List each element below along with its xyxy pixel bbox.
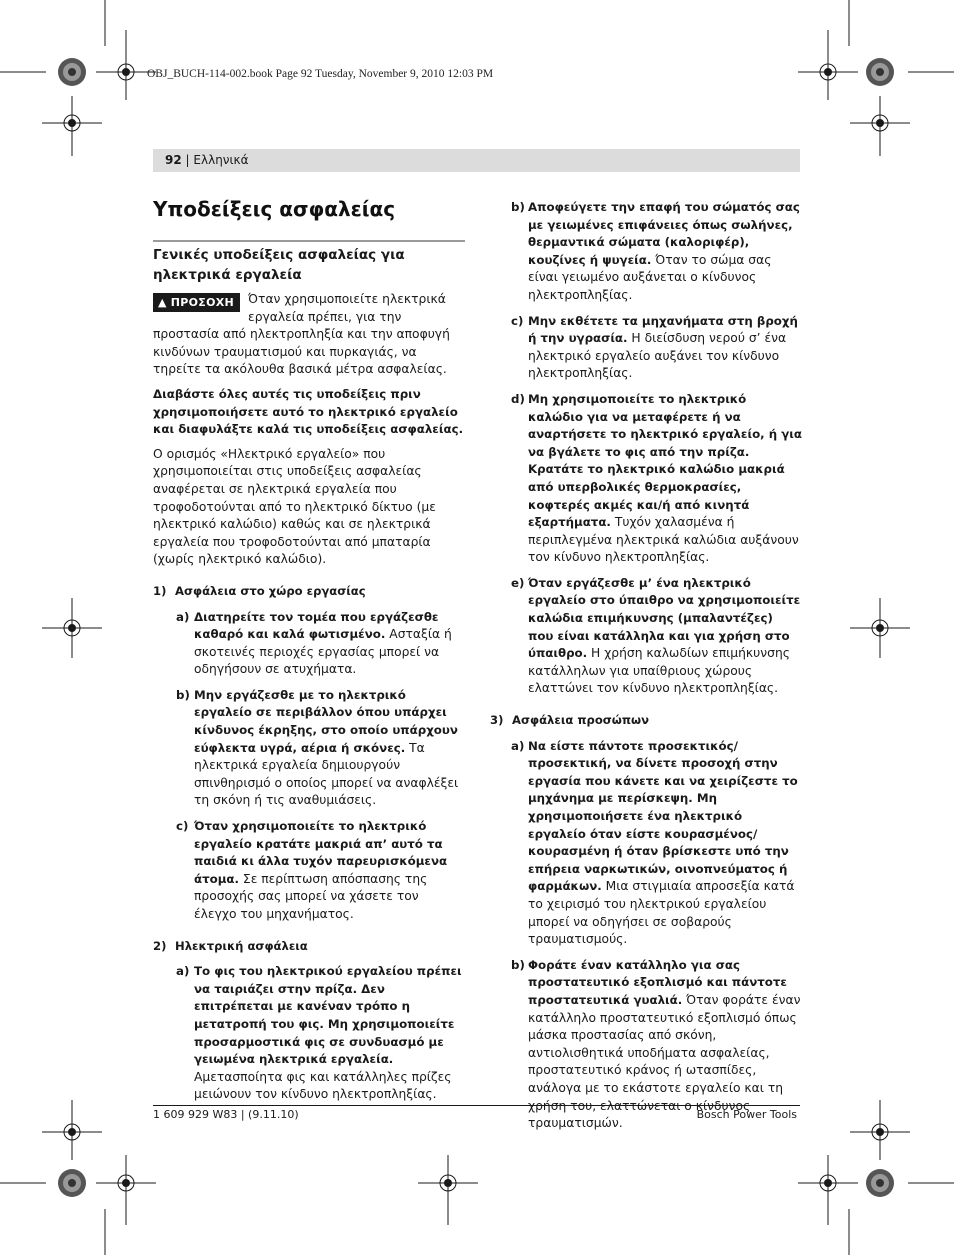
item-label: a) [176,609,190,624]
item-text: Σε περίπτωση απόσπασης της προσοχής σας μπορεί να χάσετε τον έλεγχο του μηχανήματος. [194,871,428,921]
warning-icon: ▲ [158,296,167,309]
section-1-heading [153,583,465,601]
section-1-title: Ασφάλεια στο χώρο εργασίας [175,583,366,598]
section-3-title: Ασφάλεια προσώπων [512,713,650,728]
item-bold: Όταν εργάζεσθε μ’ ένα ηλεκτρικό εργαλείο στο ύπαιθρο να χρησιμοποιείτε καλώδια επιμήκυνσης (μπαλαντέζες) που είναι κατάλληλα και για χρήση στο ύπαιθρο. [528,575,801,661]
item-label: a) [176,964,190,979]
right-column [490,199,802,1141]
item-text: Όταν φοράτε έναν κατάλληλο προστατευτικό εξοπλισμό όπως μάσκα προστασίας από σκόνη, αντιολισθητικά υποδήματα ασφαλείας, προστατευτικό κράνος ή ωτασπίδες, ανάλογα με το εκάστοτε εργαλείο και τη χρήση του, ελαττώνεται ο κίνδυνος τραυματισμών. [528,992,801,1131]
item-label: e) [511,575,525,590]
item-2d [490,391,802,567]
item-text: Η χρήση καλωδίων επιμήκυνσης κατάλληλων για υπαίθριους χώρους ελαττώνει τον κίνδυνο ηλεκτροπληξίας. [528,646,790,696]
item-3a [490,738,802,949]
item-2e [490,575,802,698]
item-text: Τα ηλεκτρικά εργαλεία δημιουργούν σπινθηρισμό ο οποίος μπορεί να αναφλέξει τη σκόνη ή τις αναθυμιάσεις. [194,740,459,808]
item-bold: Μην εργάζεσθε με το ηλεκτρικό εργαλείο σε περιβάλλον όπου υπάρχει κίνδυνος έκρηξης, στο οποίο υπάρχουν εύφλεκτα υγρά, αέρια ή σκόνες. [194,687,458,755]
item-bold: Μην εκθέτετε τα μηχανήματα στη βροχή ή την υγρασία. [528,313,798,346]
left-column [153,240,465,1112]
warning-badge [153,293,240,312]
warning-text: Όταν χρησιμοποιείτε ηλεκτρικά εργαλεία πρέπει, για την προστασία από ηλεκτροπληξία και την αποφυγή κινδύνων τραυματισμού και πυρκαγιάς, να τηρείτε τα ακόλουθα βασικά μέτρα ασφαλείας. [153,292,450,377]
section-3-heading [490,712,802,730]
section-subheading: Γενικές υποδείξεις ασφαλείας για ηλεκτρικά εργαλεία [153,240,465,285]
item-text: Η διείσδυση νερού σ’ ένα ηλεκτρικό εργαλείο αυξάνει τον κίνδυνο ηλεκτροπληξίας. [528,331,787,381]
item-bold: Να είστε πάντοτε προσεκτικός/προσεκτική, να δίνετε προσοχή στην εργασία που κάνετε και να χειρίζεστε το μηχάνημα με περίσκεψη. Μη χρησιμοποιήσετε ένα ηλεκτρικό εργαλείο όταν είστε κουρασμένος/κουρασμένη ή όταν βρίσκεστε υπό την επήρεια ναρκωτικών, οινοπνεύματος ή φαρμάκων. [528,738,798,894]
item-text: Τυχόν χαλασμένα ή περιπλεγμένα ηλεκτρικά καλώδια αυξάνουν τον κίνδυνο ηλεκτροπληξίας. [528,515,799,565]
item-1a [153,609,465,679]
section-2-title: Ηλεκτρική ασφάλεια [175,938,308,953]
header-separator: | [185,153,190,167]
page-header [153,149,800,172]
page-title: Υποδείξεις ασφαλείας [153,197,396,221]
item-1c [153,818,465,924]
item-text: Μια στιγμιαία απροσεξία κατά το χειρισμό του ηλεκτρικού εργαλείου μπορεί να οδηγήσει σε σοβαρούς τραυματισμούς. [528,879,795,947]
item-bold: Το φις του ηλεκτρικού εργαλείου πρέπει να ταιριάζει στην πρίζα. Δεν επιτρέπεται με κανέναν τρόπο η μετατροπή του φις. Μη χρησιμοποιείτε προσαρμοστικά φις σε συνδυασμό με γειωμένα ηλεκτρικά εργαλεία. [194,964,462,1067]
item-bold: Αποφεύγετε την επαφή του σώματός σας με γειωμένες επιφάνειες όπως σωλήνες, θερμαντικά σώματα (καλοριφέρ), κουζίνες ή ψυγεία. [528,200,800,267]
item-text: Αμετασποίητα φις και κατάλληλες πρίζες μειώνουν τον κίνδυνο ηλεκτροπληξίας. [194,1069,452,1102]
warning-paragraph [153,291,465,379]
item-text: Όταν το σώμα σας είναι γειωμένο αυξάνεται ο κίνδυνος ηλεκτροπληξίας. [528,252,772,302]
item-label: a) [511,738,525,753]
item-bold: Φοράτε έναν κατάλληλο για σας προστατευτικό εξοπλισμό και πάντοτε προστατευτικά γυαλιά. [528,957,787,1007]
book-info: OBJ_BUCH-114-002.book Page 92 Tuesday, November 9, 2010 12:03 PM [147,68,494,80]
item-2b [490,199,802,305]
section-2-heading [153,938,465,956]
page-header-text [165,153,249,167]
section-2-number: 2) [153,938,167,953]
item-label: c) [176,819,189,834]
item-bold: Μη χρησιμοποιείτε το ηλεκτρικό καλώδιο για να μεταφέρετε ή να αναρτήσετε το ηλεκτρικό εργαλείο, ή για να βγάλετε το φις από την πρίζα. Κρατάτε το ηλεκτρικό καλώδιο μακριά από υπερβολικές θερμοκρασίες, κοφτερές ακμές και/ή από κινητά εξαρτήματα. [528,391,803,530]
item-bold: Όταν χρησιμοποιείτε το ηλεκτρικό εργαλείο κρατάτε μακριά απ’ αυτό τα παιδιά κι άλλα τυχόν παρευρισκόμενα άτομα. [194,819,448,886]
section-1-number: 1) [153,583,167,598]
footer-rule [153,1105,800,1106]
item-text: Ασταξία ή σκοτεινές περιοχές εργασίας μπορεί να οδηγήσουν σε ατυχήματα. [194,627,452,677]
warning-label: ΠΡΟΣΟΧΗ [170,296,235,309]
section-3-number: 3) [490,713,504,728]
item-3b [490,957,802,1133]
header-language: Ελληνικά [193,153,249,167]
item-label: b) [511,200,525,214]
item-1b [153,687,465,810]
page-number: 92 [165,153,182,167]
read-all-instructions: Διαβάστε όλες αυτές τις υποδείξεις πριν χρησιμοποιήσετε αυτό το ηλεκτρικό εργαλείο και διαφυλάξτε καλά τις υποδείξεις ασφαλείας. [153,386,464,437]
definition-text: Ο ορισμός «Ηλεκτρικό εργαλείο» που χρησιμοποιείται στις υποδείξεις ασφαλείας αναφέρεται σε ηλεκτρικά εργαλεία που τροφοδοτούνται από το ηλεκτρικό δίκτυο (με ηλεκτρικό καλώδιο) καθώς και σε ηλεκτρικά εργαλεία που τροφοδοτούνται από μπαταρία (χωρίς ηλεκτρικό καλώδιο). [153,446,436,567]
item-label: b) [176,687,190,702]
item-2c [490,313,802,383]
footer-brand: Bosch Power Tools [696,1108,797,1121]
item-label: c) [511,313,524,328]
item-2a [153,963,465,1104]
item-bold: Διατηρείτε τον τομέα που εργάζεσθε καθαρό και καλά φωτισμένο. [194,609,439,642]
footer-doc-number: 1 609 929 W83 | (9.11.10) [153,1108,299,1121]
item-label: d) [511,391,525,406]
item-label: b) [511,957,525,972]
